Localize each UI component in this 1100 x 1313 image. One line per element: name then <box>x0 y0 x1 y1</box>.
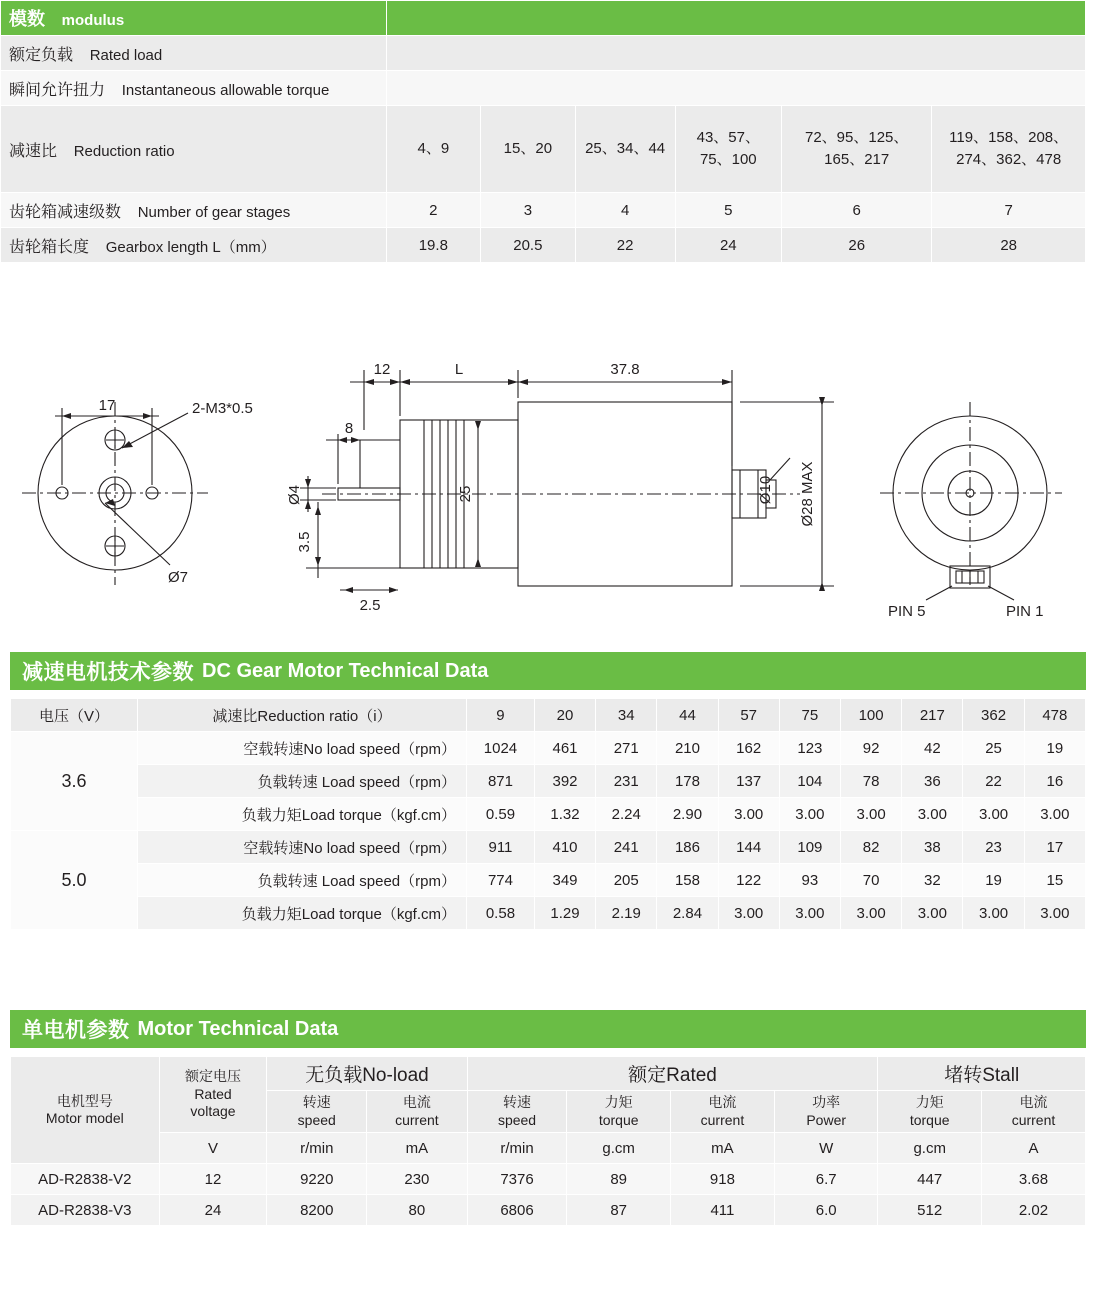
dim-37-8-label: 37.8 <box>610 361 640 378</box>
thread-callout-label: 2-M3*0.5 <box>192 400 253 417</box>
cell: 89 <box>567 1164 671 1195</box>
instant-torque-value-cell <box>386 71 1085 106</box>
sub-noload-current <box>367 1091 467 1133</box>
cell: 6806 <box>467 1195 567 1226</box>
cell: 12 <box>159 1164 267 1195</box>
table-row <box>11 732 1086 765</box>
cell: 8200 <box>267 1195 367 1226</box>
cell: 0.58 <box>467 897 535 930</box>
motor-model-header <box>11 1057 160 1164</box>
cell: 241 <box>596 831 657 864</box>
cell: 3.00 <box>841 798 902 831</box>
dim-25-label: 25 <box>457 485 474 503</box>
cell: 7376 <box>467 1164 567 1195</box>
sub-stall-torque <box>878 1091 982 1133</box>
gear-stages-label-cn: 齿轮箱减速级数 <box>9 203 122 221</box>
rated-load-label-cell <box>1 36 387 71</box>
cell: 92 <box>841 732 902 765</box>
ratio-cell-4: 43、57、75、100 <box>675 106 782 193</box>
rated-load-label-cn: 额定负载 <box>9 46 74 64</box>
cell: 137 <box>718 765 779 798</box>
sub-noload-speed <box>267 1091 367 1133</box>
cell: 230 <box>367 1164 467 1195</box>
pin5-label: PIN 5 <box>888 603 926 620</box>
ratio-col-6: 75 <box>779 699 840 732</box>
modulus-label-en: modulus <box>61 12 125 29</box>
hole-dia-label: Ø7 <box>168 569 189 586</box>
ratio-col-10: 478 <box>1024 699 1085 732</box>
gearbox-length-label-en: Gearbox length L（mm） <box>105 238 276 256</box>
modulus-label-cn: 模数 <box>9 9 45 29</box>
motor-model-header-en: Motor model <box>45 1110 124 1126</box>
table-row <box>11 1195 1086 1226</box>
reduction-ratio-label-en: Reduction ratio <box>73 142 175 160</box>
sub-stall-torque-cn: 力矩 <box>915 1094 944 1110</box>
ratio-col-8: 217 <box>902 699 963 732</box>
motor-model-v3: AD-R2838-V3 <box>11 1195 160 1226</box>
motor-section-header <box>10 1010 1086 1048</box>
technical-drawing <box>0 330 1100 630</box>
stage-cell-4: 5 <box>675 193 782 228</box>
cell: 93 <box>779 864 840 897</box>
motor-model-header-cn: 电机型号 <box>56 1092 113 1109</box>
row-label-loadspeed-36: 负载转速 Load speed（rpm） <box>138 765 467 798</box>
cell: 70 <box>841 864 902 897</box>
cell: 2.84 <box>657 897 718 930</box>
side-view <box>286 361 834 614</box>
table-row <box>11 798 1086 831</box>
table-row <box>11 831 1086 864</box>
sub-rated-current-cn: 电流 <box>708 1094 737 1110</box>
cell: 2.02 <box>981 1195 1085 1226</box>
gear-table-header-row <box>11 699 1086 732</box>
cell: 3.00 <box>841 897 902 930</box>
motor-model-v2: AD-R2838-V2 <box>11 1164 160 1195</box>
pin1-label: PIN 1 <box>1006 603 1044 620</box>
cell: 122 <box>718 864 779 897</box>
cell: 210 <box>657 732 718 765</box>
ratio-cell-2: 15、20 <box>481 106 576 193</box>
ratio-cell-5: 72、95、125、165、217 <box>782 106 932 193</box>
cell: 109 <box>779 831 840 864</box>
instant-torque-label-en: Instantaneous allowable torque <box>121 81 330 99</box>
cell: 2.90 <box>657 798 718 831</box>
table-row <box>11 897 1086 930</box>
sub-rated-speed-cn: 转速 <box>503 1094 532 1110</box>
sub-rated-current <box>670 1091 774 1133</box>
sub-rated-current-en: current <box>700 1111 745 1128</box>
motor-section-title-cn: 单电机参数 <box>22 1019 130 1042</box>
cell: 3.00 <box>963 798 1024 831</box>
cell: 2.24 <box>596 798 657 831</box>
length-cell-5: 26 <box>782 228 932 263</box>
cell: 3.00 <box>1024 897 1085 930</box>
sub-rated-torque-en: torque <box>598 1111 639 1128</box>
motor-units-row <box>11 1133 1086 1164</box>
cell: 774 <box>467 864 535 897</box>
cell: 9220 <box>267 1164 367 1195</box>
stage-cell-1: 2 <box>386 193 480 228</box>
gearbox-length-label-cn: 齿轮箱长度 <box>9 238 90 256</box>
row-label-torque-36: 负载力矩Load torque（kgf.cm） <box>138 798 467 831</box>
motor-data-table <box>10 1056 1086 1226</box>
dim-dia10-label: Ø10 <box>757 475 774 505</box>
dim-2-5-label: 2.5 <box>359 597 381 614</box>
cell: 1.32 <box>534 798 595 831</box>
length-cell-1: 19.8 <box>386 228 480 263</box>
ratio-col-7: 100 <box>841 699 902 732</box>
cell: 0.59 <box>467 798 535 831</box>
cell: 231 <box>596 765 657 798</box>
unit-rated-current: mA <box>670 1133 774 1164</box>
ratio-col-5: 57 <box>718 699 779 732</box>
gear-stages-label-cell <box>1 193 387 228</box>
unit-voltage: V <box>159 1133 267 1164</box>
ratio-col-4: 44 <box>657 699 718 732</box>
dim-dia4-label: Ø4 <box>286 484 303 506</box>
ratio-cell-3: 25、34、44 <box>575 106 675 193</box>
cell: 80 <box>367 1195 467 1226</box>
cell: 3.00 <box>963 897 1024 930</box>
stage-cell-2: 3 <box>481 193 576 228</box>
cell: 911 <box>467 831 535 864</box>
motor-section-title-en: Motor Technical Data <box>137 1017 339 1040</box>
cell: 3.00 <box>718 897 779 930</box>
voltage-header: 电压（V） <box>11 699 138 732</box>
table-row <box>11 765 1086 798</box>
ratio-col-1: 9 <box>467 699 535 732</box>
ratio-col-9: 362 <box>963 699 1024 732</box>
sub-rated-power-en: Power <box>806 1111 847 1128</box>
cell: 38 <box>902 831 963 864</box>
cell: 3.00 <box>902 897 963 930</box>
front-view <box>22 397 253 586</box>
cell: 392 <box>534 765 595 798</box>
voltage-5-0: 5.0 <box>11 831 138 930</box>
cell: 918 <box>670 1164 774 1195</box>
ratio-cell-1: 4、9 <box>386 106 480 193</box>
stall-group-header: 堵转Stall <box>878 1057 1086 1091</box>
sub-rated-speed-en: speed <box>497 1111 537 1128</box>
cell: 78 <box>841 765 902 798</box>
rear-view <box>880 402 1062 620</box>
cell: 1024 <box>467 732 535 765</box>
drawing-svg <box>0 330 1100 630</box>
sub-stall-current <box>981 1091 1085 1133</box>
sub-rated-torque-cn: 力矩 <box>604 1094 633 1110</box>
stage-cell-6: 7 <box>932 193 1086 228</box>
cell: 6.0 <box>774 1195 878 1226</box>
cell: 178 <box>657 765 718 798</box>
sub-rated-torque <box>567 1091 671 1133</box>
gear-motor-data-table <box>10 698 1086 930</box>
cell: 461 <box>534 732 595 765</box>
unit-noload-speed: r/min <box>267 1133 367 1164</box>
cell: 19 <box>1024 732 1085 765</box>
reduction-ratio-label-cn: 减速比 <box>9 142 58 160</box>
cell: 42 <box>902 732 963 765</box>
ratio-col-2: 20 <box>534 699 595 732</box>
gearbox-spec-table <box>0 0 1086 263</box>
table-row-rated-load <box>1 36 1086 71</box>
cell: 3.00 <box>1024 798 1085 831</box>
cell: 3.00 <box>779 798 840 831</box>
cell: 32 <box>902 864 963 897</box>
cell: 271 <box>596 732 657 765</box>
table-row-gear-stages <box>1 193 1086 228</box>
modulus-label-cell <box>1 1 387 36</box>
cell: 205 <box>596 864 657 897</box>
cell: 104 <box>779 765 840 798</box>
cell: 22 <box>963 765 1024 798</box>
ratio-cell-6: 119、158、208、274、362、478 <box>932 106 1086 193</box>
unit-rated-speed: r/min <box>467 1133 567 1164</box>
length-cell-4: 24 <box>675 228 782 263</box>
cell: 1.29 <box>534 897 595 930</box>
sub-stall-torque-en: torque <box>909 1111 950 1128</box>
rated-load-label-en: Rated load <box>89 46 163 64</box>
motor-group-header-row <box>11 1057 1086 1091</box>
gear-section-title-en: DC Gear Motor Technical Data <box>202 659 489 682</box>
rated-group-header: 额定Rated <box>467 1057 878 1091</box>
cell: 3.00 <box>902 798 963 831</box>
gear-motor-section-header <box>10 652 1086 690</box>
cell: 36 <box>902 765 963 798</box>
gear-section-title-cn: 减速电机技术参数 <box>22 661 194 684</box>
cell: 6.7 <box>774 1164 878 1195</box>
cell: 25 <box>963 732 1024 765</box>
dim-3-5-label: 3.5 <box>296 531 313 553</box>
sub-stall-current-en: current <box>1011 1111 1056 1128</box>
dim-dia28-label: Ø28 MAX <box>799 461 816 527</box>
cell: 512 <box>878 1195 982 1226</box>
sub-rated-power-cn: 功率 <box>812 1094 841 1110</box>
instant-torque-label-cn: 瞬间允许扭力 <box>9 81 106 99</box>
table-row-reduction-ratio <box>1 106 1086 193</box>
cell: 3.00 <box>718 798 779 831</box>
ratio-col-3: 34 <box>596 699 657 732</box>
unit-stall-current: A <box>981 1133 1085 1164</box>
cell: 17 <box>1024 831 1085 864</box>
table-row-instant-torque <box>1 71 1086 106</box>
dim-12-label: 12 <box>373 361 391 378</box>
cell: 158 <box>657 864 718 897</box>
table-row <box>11 864 1086 897</box>
length-cell-2: 20.5 <box>481 228 576 263</box>
stage-cell-5: 6 <box>782 193 932 228</box>
unit-stall-torque: g.cm <box>878 1133 982 1164</box>
rated-voltage-header-en2: voltage <box>190 1103 236 1120</box>
voltage-3-6: 3.6 <box>11 732 138 831</box>
cell: 87 <box>567 1195 671 1226</box>
rated-voltage-header <box>159 1057 267 1133</box>
sub-noload-current-en: current <box>395 1111 439 1128</box>
gear-stages-label-en: Number of gear stages <box>137 203 291 221</box>
cell: 23 <box>963 831 1024 864</box>
sub-rated-power <box>774 1091 878 1133</box>
sub-noload-speed-cn: 转速 <box>302 1094 331 1110</box>
dim-17-label: 17 <box>98 397 116 414</box>
cell: 15 <box>1024 864 1085 897</box>
cell: 349 <box>534 864 595 897</box>
noload-group-header: 无负载No-load <box>267 1057 467 1091</box>
cell: 871 <box>467 765 535 798</box>
unit-noload-current: mA <box>367 1133 467 1164</box>
cell: 411 <box>670 1195 774 1226</box>
unit-rated-torque: g.cm <box>567 1133 671 1164</box>
instant-torque-label-cell <box>1 71 387 106</box>
dim-L-label: L <box>454 361 464 378</box>
row-label-torque-50: 负载力矩Load torque（kgf.cm） <box>138 897 467 930</box>
row-label-noload-36: 空载转速No load speed（rpm） <box>138 732 467 765</box>
gearbox-length-label-cell <box>1 228 387 263</box>
cell: 2.19 <box>596 897 657 930</box>
table-row-modulus <box>1 1 1086 36</box>
length-cell-6: 28 <box>932 228 1086 263</box>
cell: 3.68 <box>981 1164 1085 1195</box>
table-row <box>11 1164 1086 1195</box>
modulus-value-cell <box>386 1 1085 36</box>
stage-cell-3: 4 <box>575 193 675 228</box>
unit-power: W <box>774 1133 878 1164</box>
cell: 410 <box>534 831 595 864</box>
row-label-loadspeed-50: 负载转速 Load speed（rpm） <box>138 864 467 897</box>
rated-voltage-header-en1: Rated <box>194 1085 232 1102</box>
rated-voltage-header-cn: 额定电压 <box>185 1068 241 1085</box>
cell: 82 <box>841 831 902 864</box>
cell: 162 <box>718 732 779 765</box>
cell: 3.00 <box>779 897 840 930</box>
cell: 19 <box>963 864 1024 897</box>
cell: 144 <box>718 831 779 864</box>
ratio-header: 减速比Reduction ratio（i） <box>138 699 467 732</box>
length-cell-3: 22 <box>575 228 675 263</box>
cell: 123 <box>779 732 840 765</box>
dim-8-label: 8 <box>344 420 354 437</box>
cell: 447 <box>878 1164 982 1195</box>
reduction-ratio-label-cell <box>1 106 387 193</box>
cell: 16 <box>1024 765 1085 798</box>
sub-stall-current-cn: 电流 <box>1019 1094 1048 1110</box>
row-label-noload-50: 空载转速No load speed（rpm） <box>138 831 467 864</box>
rated-load-value-cell <box>386 36 1085 71</box>
cell: 186 <box>657 831 718 864</box>
sub-noload-current-cn: 电流 <box>402 1094 431 1110</box>
cell: 24 <box>159 1195 267 1226</box>
sub-noload-speed-en: speed <box>297 1111 336 1128</box>
sub-rated-speed <box>467 1091 567 1133</box>
table-row-gearbox-length <box>1 228 1086 263</box>
